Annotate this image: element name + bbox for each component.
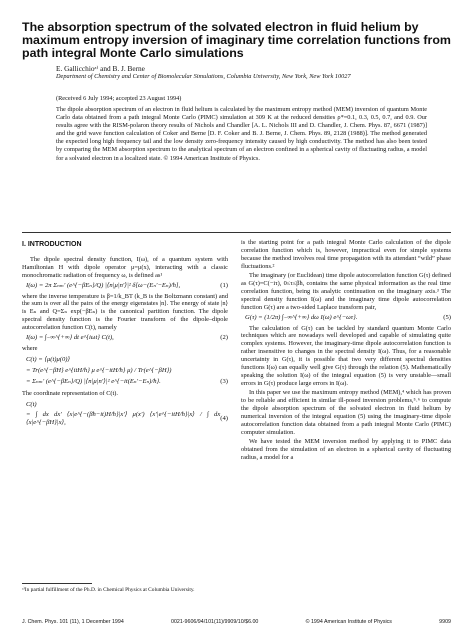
equation-number: (4) [220, 415, 228, 423]
equation-4 [22, 401, 228, 428]
paragraph: The calculation of G(τ) can be tackled by standard quantum Monte Carlo techniques which are nowadays well developed and capable of simulating quite complex systems. However, the imaginary-time dipole autocorrelation function is rather insensitive to changes in the spectral density I(ω). Thus, for a reasonable uncertainty in G(τ), it is possible that two very different spectral densities functions I(ω) can equally well give G(τ) through the relation (5). Mathematically speaking the solution I(ω) of the integral equation (5) is very unstable—small errors in G(τ) produce large errors in I(ω). [241, 324, 451, 387]
section-divider [22, 232, 451, 233]
paragraph: where [22, 344, 38, 352]
authors: E. Gallicchioᵃ⁾ and B. J. Berne [56, 64, 145, 73]
equation-body: I(ω) = ∫₋∞^{+∞} dt e^{iωt} C(t), [26, 334, 114, 342]
equation-2 [22, 334, 228, 342]
journal-citation: J. Chem. Phys. 101 (11), 1 December 1994 [22, 619, 124, 625]
footnote: ᵃ⁾In partial fulfillment of the Ph.D. in Chemical Physics at Columbia University. [22, 587, 195, 593]
equation-line: C(t) [26, 400, 37, 408]
left-column [22, 239, 228, 431]
page-footer [22, 619, 451, 625]
footnote-divider [22, 583, 92, 584]
equation-1 [22, 282, 228, 290]
equation-line: = Σₙₘ′ (e^{−βEₙ}/Q) |⟨n|μ|n′⟩|² e^{−it(Eₙ′−Eₙ)/ħ}. [26, 377, 161, 385]
equation-line: = Tr(e^{−βH} e^{itH/ħ} μ e^{−itH/ħ} μ) / Tr(e^{−βH}) [26, 366, 172, 374]
right-column [241, 239, 451, 463]
equation-number: (3) [220, 377, 228, 385]
article-code: 0021-9606/94/101(11)/9909/10/$6.00 [171, 619, 259, 625]
equation-3 [22, 356, 228, 386]
paragraph: The imaginary (or Euclidean) time dipole autocorrelation function G(τ) defined as G(τ)=C(−iτ), 0≤τ≤βħ, contains the same physical information as the real time correlation function, being its analytic continuation on the imaginary axis.³ The spectral density function I(ω) and the imaginary time dipole autocorrelation function G(τ) are a two-sided Laplace transform pair, [241, 272, 451, 311]
received-dates: (Received 6 July 1994; accepted 23 August 1994) [56, 95, 182, 102]
equation-line: = ∫ dx dx′ ⟨x|e^{−(βħ−it)H/ħ}|x′⟩ μ(x′) ⟨x′|e^{−itH/ħ}|x⟩ / ∫ dx ⟨x|e^{−βH}|x⟩, [26, 411, 221, 427]
paper-title: The absorption spectrum of the solvated electron in fluid helium by maximum entropy inversion of imaginary time correlation functions from path integral Monte Carlo simulations [22, 20, 451, 61]
equation-number: (1) [220, 281, 228, 289]
equation-5 [241, 314, 451, 322]
equation-line: C(t) = ⟨μ(t)μ(0)⟩ [26, 355, 71, 363]
paragraph: is the starting point for a path integral Monte Carlo calculation of the dipole correlation function which is, however, impractical even for simple systems because the method involves real time propagation with its attendant “wild” phase fluctuations.² [241, 239, 451, 270]
paragraph: The coordinate representation of C(t). [22, 389, 118, 397]
equation-body: I(ω) = 2π Σₙₘ′ (e^{−βEₙ}/Q) |⟨n|μ|n′⟩|² δ[ω−(Eₙ′−Eₙ)/ħ], [26, 281, 181, 289]
copyright: © 1994 American Institute of Physics [305, 619, 392, 625]
page-number: 9909 [439, 619, 451, 625]
affiliation: Department of Chemistry and Center of Biomolecular Simulations, Columbia University, New York, New York 10027 [56, 73, 351, 80]
equation-number: (5) [443, 313, 451, 321]
equation-number: (2) [220, 334, 228, 342]
section-heading: I. INTRODUCTION [22, 241, 82, 248]
paragraph: In this paper we use the maximum entropy method (MEM),⁴ which has proven to be reliable and efficient in similar ill-posed inversion problems,⁵˒⁶ to compute the dipole absorption spectrum of the solvated electron in fluid helium by numerical inversion of the integral equation (5) using the imaginary-time dipole autocorrelation function data obtained from a path integral Monte Carlo (PIMC) computer simulation. [241, 389, 451, 436]
paragraph: where the inverse temperature is β=1/k_BT (k_B is the Boltzmann constant) and the sum is over all the pairs of the energy eigenstates |n⟩. The energy of state |n⟩ is Eₙ and Q=Σₙ exp(−βEₙ) is the canonical partition function. The dipole spectral density function is the Fourier transform of the dipole–dipole autocorrelation function C(t), namely [22, 292, 228, 332]
equation-body: G(τ) = (1/2π) ∫₋∞^{+∞} dω I(ω) e^{−ωτ}. [245, 313, 358, 321]
abstract: The dipole absorption spectrum of an electron in fluid helium is calculated by the maximum entropy method (MEM) inversion of quantum Monte Carlo data obtained from a path integral Monte Carlo (PIMC) simulation at 309 K at the reduced densities ρ*=0.1, 0.3, 0.5, 0.7, and 0.9. Our results agree with the RISM-polaron theory results of Nichols and Chandler [A. L. Nichols III and D. Chandler, J. Chem. Phys. 87, 6671 (1987)] and the grid wave function calculation of Coker and Berne [D. F. Coker and B. J. Berne, J. Chem. Phys. 89, 2128 (1988)]. The method generated the expected long high frequency tail and the low density zero-frequency intensity caused by high conductivity. The method has also been tested by comparing the MEM absorption spectrum to the analytical spectrum of an electron confined in a spherical cavity of fluctuating radius, a model for a solvated electron in a localized state. © 1994 American Institute of Physics. [56, 106, 427, 162]
paragraph: We have tested the MEM inversion method by applying it to PIMC data obtained from the simulation of an electron in a spherical cavity of fluctuating radius, a model for a [241, 438, 451, 462]
paragraph: The dipole spectral density function, I(ω), of a quantum system with Hamiltonian H with dipole operator μ=μ(x), interacting with a classic monochromatic radiation of frequency ω, is defined as¹ [22, 255, 228, 279]
